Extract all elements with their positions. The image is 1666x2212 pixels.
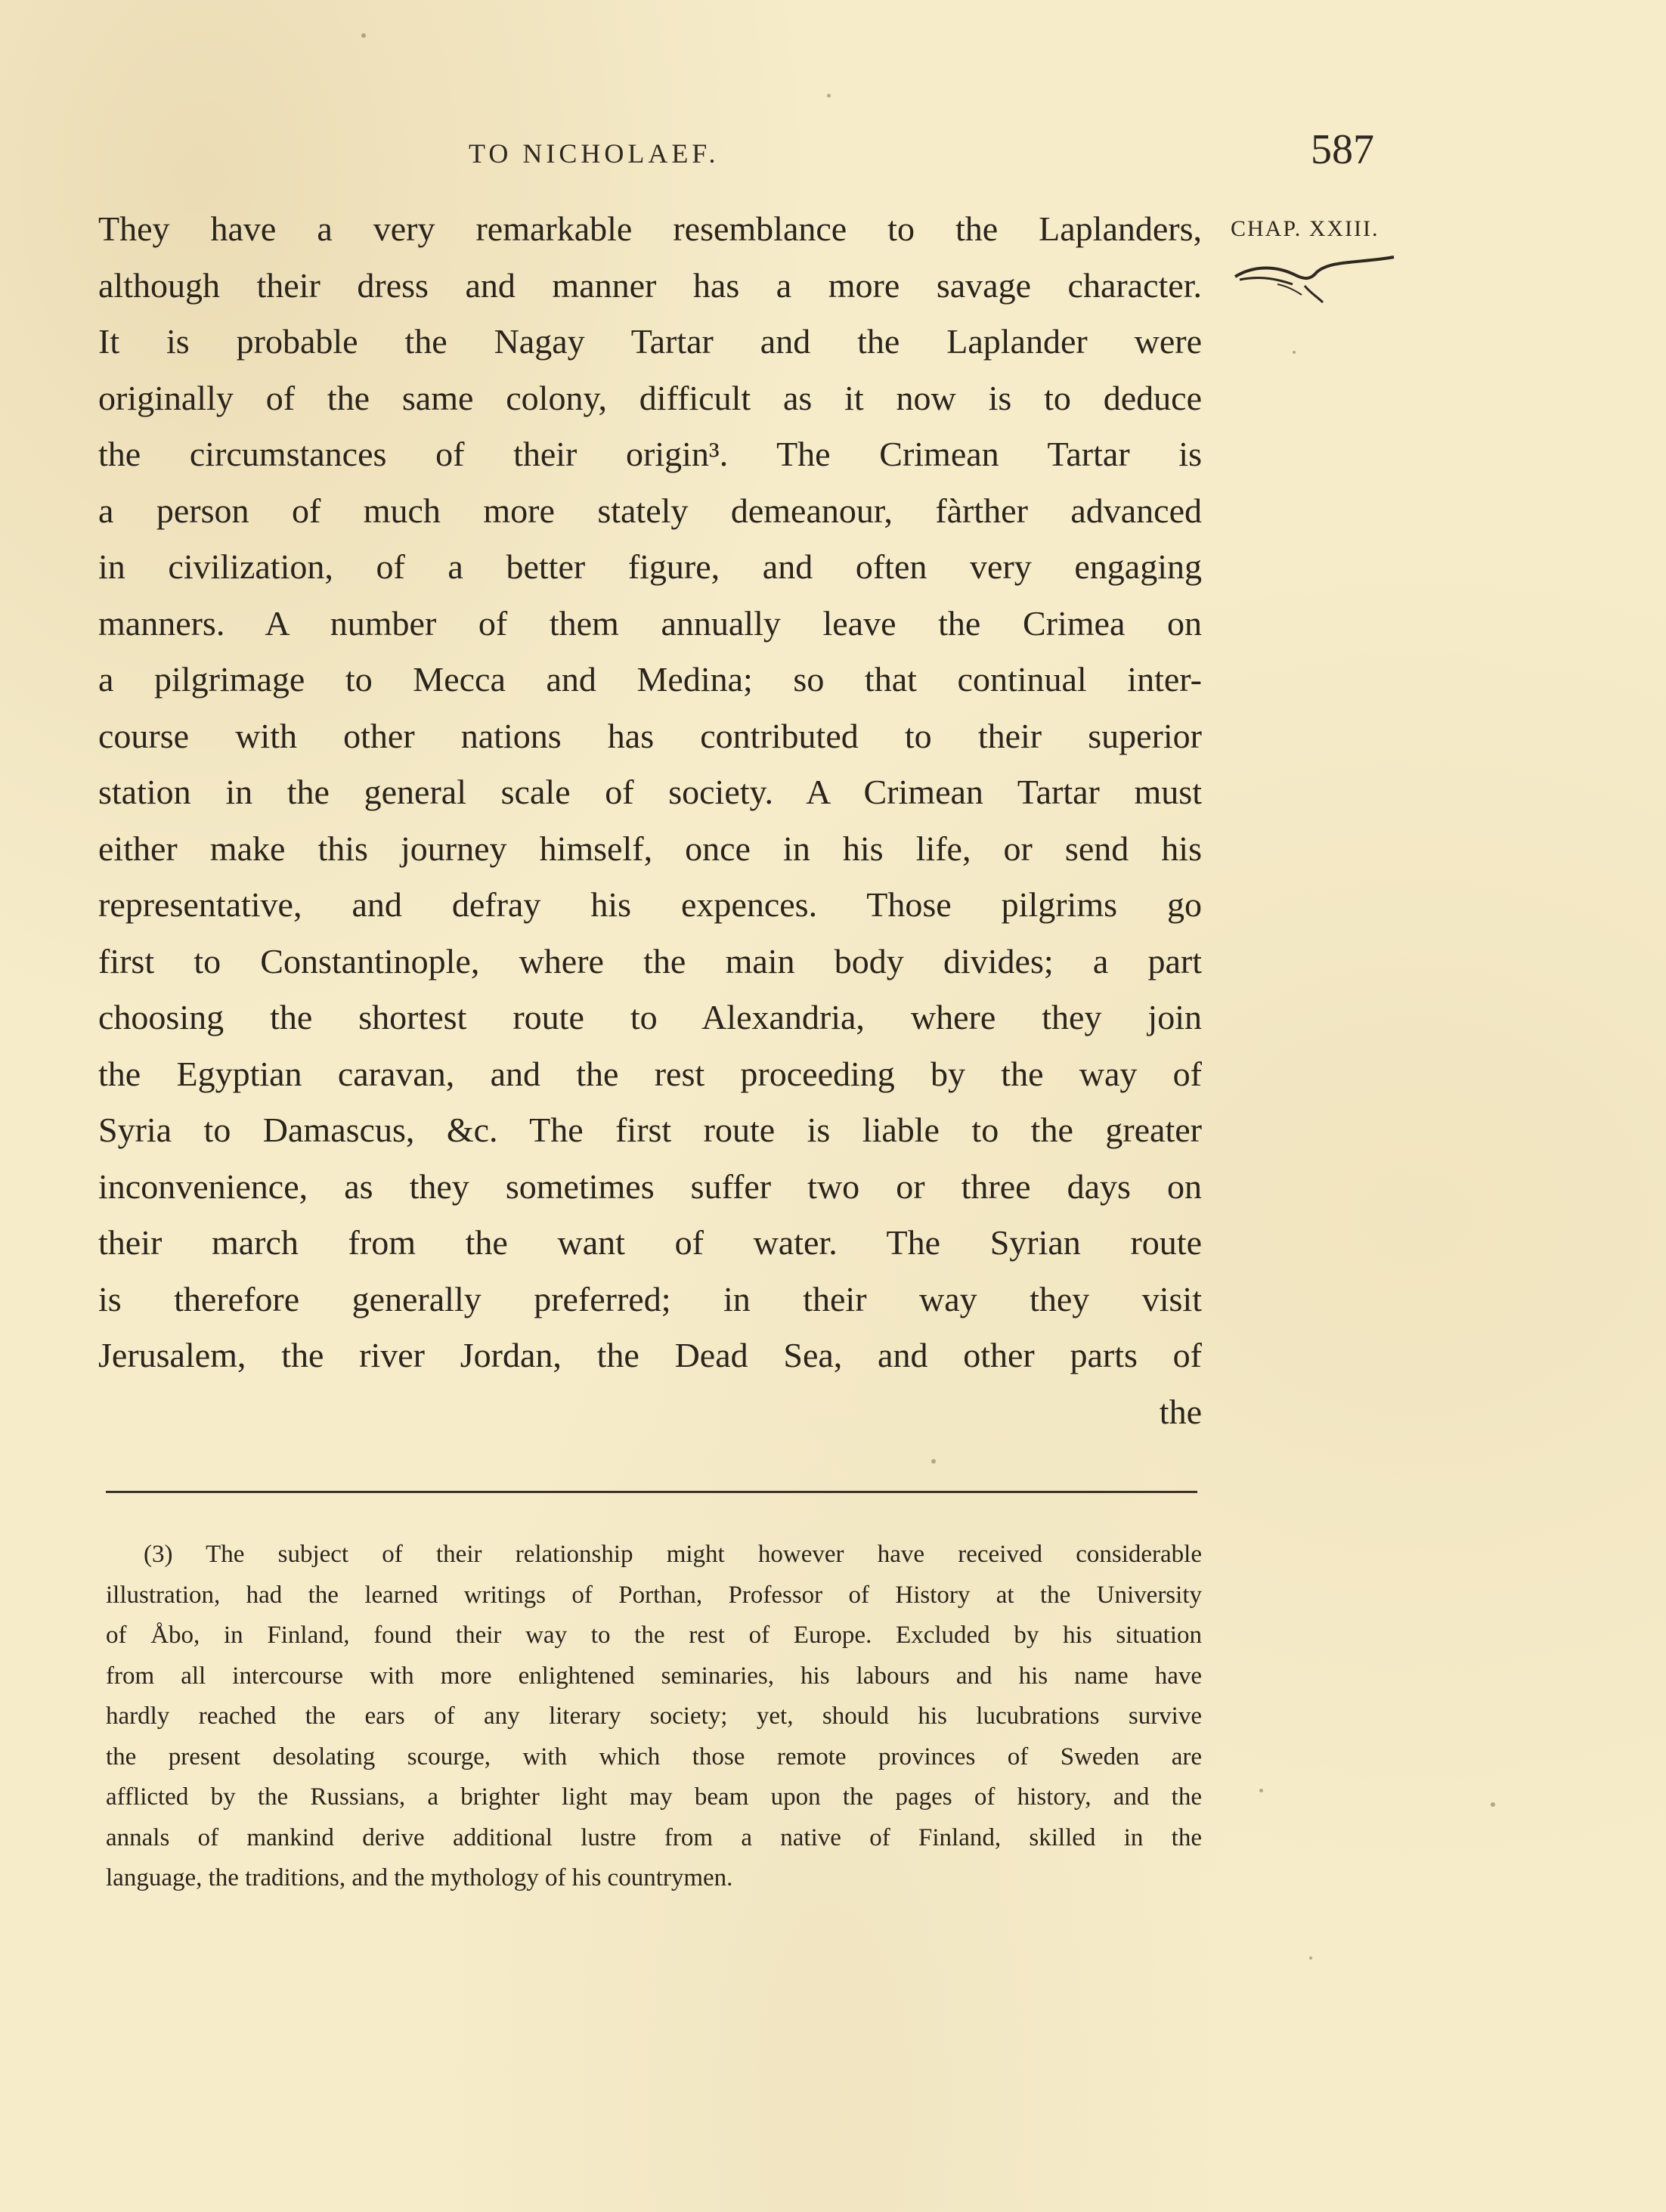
- body-line: the circumstances of their origin³. The Crimean Tartar is: [98, 435, 1202, 473]
- body-line: in civilization, of a better figure, and often very engaging: [98, 547, 1202, 586]
- paper-speck: [827, 94, 831, 98]
- body-line: although their dress and manner has a more savage character.: [98, 265, 1202, 305]
- catchword: the: [1159, 1392, 1202, 1431]
- paper-speck: [1491, 1802, 1495, 1807]
- footnote-divider: [106, 1491, 1197, 1493]
- footnote-line: hardly reached the ears of any literary society; yet, should his lucubrations survive: [106, 1702, 1202, 1730]
- footnote-line: afflicted by the Russians, a brighter light may beam upon the pages of history, and the: [106, 1783, 1202, 1811]
- footnote-line: annals of mankind derive additional lustre from a native of Finland, skilled in the: [106, 1823, 1202, 1851]
- footnote-line: from all intercourse with more enlightened seminaries, his labours and his name have: [106, 1662, 1202, 1690]
- body-line: manners. A number of them annually leave the Crimea on: [98, 603, 1202, 643]
- paper-speck: [1309, 1956, 1312, 1960]
- ornamental-flourish-icon: [1232, 249, 1398, 310]
- body-line: Syria to Damascus, &c. The first route is liable to the greater: [98, 1111, 1202, 1149]
- paper-speck: [931, 1459, 936, 1464]
- body-line: either make this journey himself, once in his life, or send his: [98, 829, 1202, 868]
- footnote-line: (3) The subject of their relationship might however have received considerable: [144, 1541, 1202, 1568]
- body-line: a person of much more stately demeanour, fàrther advanced: [98, 491, 1202, 530]
- footnote-line: the present desolating scourge, with which those remote provinces of Sweden are: [106, 1743, 1202, 1771]
- footnote-line: illustration, had the learned writings of Porthan, Professor of History at the University: [106, 1581, 1202, 1609]
- footnote-line: language, the traditions, and the mythology of his countrymen.: [106, 1864, 733, 1891]
- body-line: They have a very remarkable resemblance to the Laplanders,: [98, 209, 1202, 248]
- body-line: station in the general scale of society. A Crimean Tartar must: [98, 773, 1202, 811]
- paper-speck: [361, 33, 366, 38]
- body-line: It is probable the Nagay Tartar and the Laplander were: [98, 322, 1202, 361]
- paper-speck: [1259, 1789, 1263, 1792]
- chapter-marginal-note: CHAP. XXIII.: [1231, 216, 1380, 241]
- page-number: 587: [1311, 126, 1374, 173]
- body-line: originally of the same colony, difficult as it now is to deduce: [98, 378, 1202, 417]
- body-line: choosing the shortest route to Alexandria, where they join: [98, 998, 1202, 1036]
- body-line: is therefore generally preferred; in their way they visit: [98, 1279, 1202, 1318]
- body-line: first to Constantinople, where the main body divides; a part: [98, 941, 1202, 981]
- body-line: the Egyptian caravan, and the rest proceeding by the way of: [98, 1054, 1202, 1093]
- body-line: course with other nations has contributed to their superior: [98, 716, 1202, 755]
- body-line: a pilgrimage to Mecca and Medina; so that continual inter-: [98, 660, 1202, 699]
- body-line: inconvenience, as they sometimes suffer two or three days on: [98, 1166, 1202, 1206]
- body-text: [98, 201, 1202, 1440]
- body-line: Jerusalem, the river Jordan, the Dead Sea, and other parts of: [98, 1336, 1202, 1374]
- body-line: their march from the want of water. The Syrian route: [98, 1223, 1202, 1262]
- paper-speck: [1293, 351, 1296, 354]
- footnote: [106, 1535, 1202, 1899]
- running-head: TO NICHOLAEF.: [469, 138, 720, 169]
- body-line: representative, and defray his expences. Those pilgrims go: [98, 885, 1202, 924]
- footnote-line: of Åbo, in Finland, found their way to the rest of Europe. Excluded by his situation: [106, 1622, 1202, 1649]
